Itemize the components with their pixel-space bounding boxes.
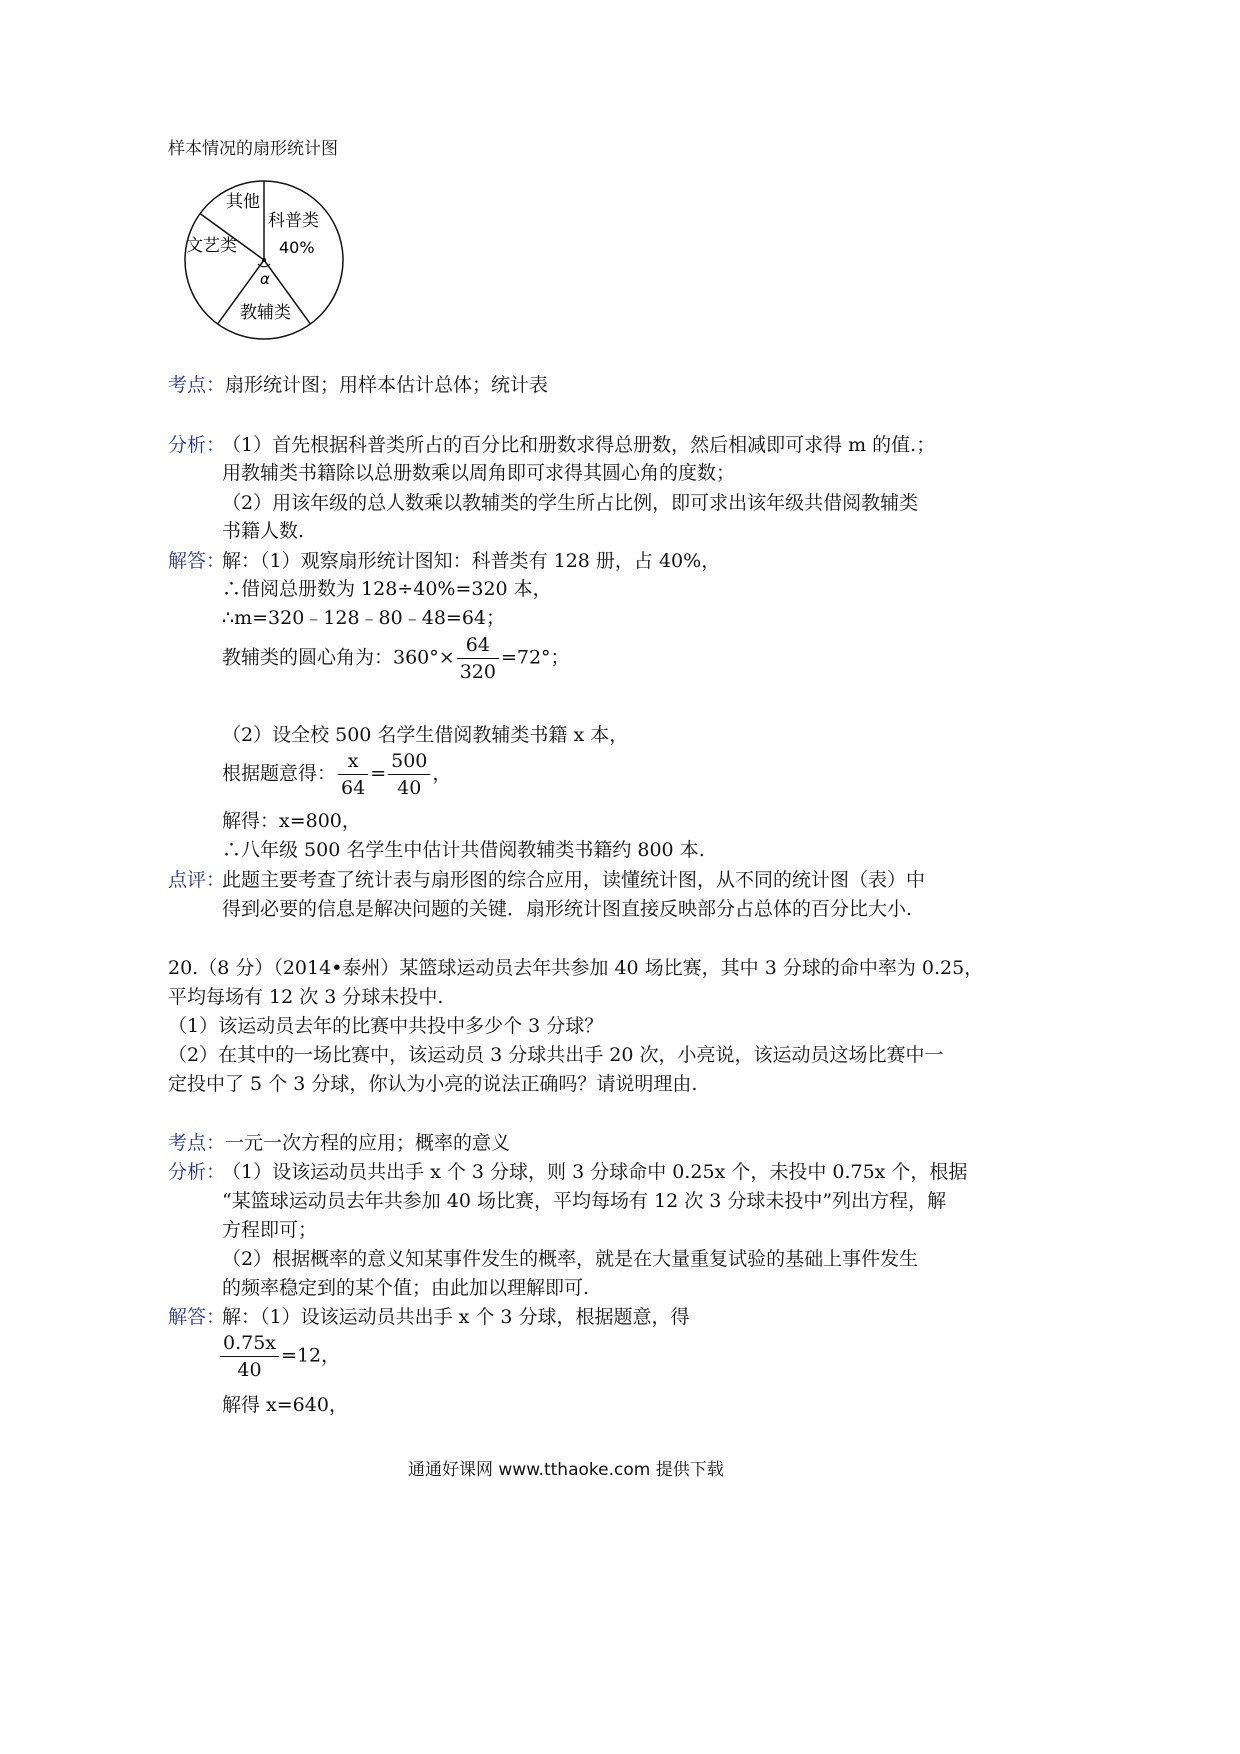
- q20-line: （2）在其中的一场比赛中，该运动员 3 分球共出手 20 次，小亮说，该运动员这场比赛中一: [168, 1044, 944, 1066]
- q19-dianping-line: 此题主要考查了统计表与扇形图的综合应用，读懂统计图，从不同的统计图（表）中: [222, 869, 926, 891]
- q19-kaodian-label: 考点：: [168, 374, 226, 396]
- q19-fenxi-line: （1）首先根据科普类所占的百分比和册数求得总册数，然后相减即可求得 m 的值.；: [222, 434, 936, 456]
- q20-fenxi-line: （2）根据概率的意义知某事件发生的概率，就是在大量重复试验的基础上事件发生: [222, 1248, 919, 1270]
- q19-dianping-line: 得到必要的信息是解决问题的关键．扇形统计图直接反映部分占总体的百分比大小.: [222, 898, 913, 920]
- q19-fenxi-label: 分析：: [168, 434, 226, 456]
- q19-fenxi-line: 书籍人数.: [222, 520, 305, 542]
- q19-fenxi-line: 用教辅类书籍除以总册数乘以周角即可求得其圆心角的度数；: [222, 462, 736, 484]
- q20-fraction: [220, 1330, 279, 1383]
- q19-angle-formula: [222, 632, 570, 685]
- angle-fraction: [457, 632, 499, 685]
- q20-kaodian-label: 考点：: [168, 1132, 226, 1154]
- q20-line: （1）该运动员去年的比赛中共投中多少个 3 分球？: [168, 1015, 604, 1037]
- chart-title: 样本情况的扇形统计图: [168, 139, 338, 159]
- pie-angle-alpha: α: [260, 270, 270, 288]
- q20-line: 20.（8 分）（2014•泰州）某篮球运动员去年共参加 40 场比赛，其中 3 分球的命中率为 0.25，: [168, 957, 984, 979]
- q20-kaodian-text: 一元一次方程的应用；概率的意义: [225, 1132, 511, 1154]
- angle-denominator: 320: [459, 661, 496, 683]
- eq-den-right: 40: [397, 777, 422, 799]
- q19-jieda-line: 解：（1）观察扇形统计图知：科普类有 128 册，占 40%，: [222, 550, 721, 572]
- q19-dianping-label: 点评：: [168, 869, 226, 891]
- eq-num-left: x: [338, 748, 368, 775]
- pie-label-other: 其他: [226, 192, 260, 212]
- eq-den-left: 64: [341, 777, 366, 799]
- q20-eq-suffix: =12，: [281, 1344, 341, 1367]
- q20-line: 平均每场有 12 次 3 分球未投中.: [168, 986, 444, 1008]
- q20-solve: 解得 x=640，: [222, 1394, 348, 1416]
- q20-fenxi-line: （1）设该运动员共出手 x 个 3 分球，则 3 分球命中 0.25x 个，未投中 0.75x 个，根据: [222, 1161, 968, 1183]
- pie-label-science: 科普类: [268, 211, 319, 231]
- pie-center-dot: [262, 258, 266, 262]
- q20-kaodian: [168, 1128, 510, 1155]
- eq-prefix: 根据题意得：: [222, 762, 337, 785]
- pie-label-arts: 文艺类: [186, 236, 237, 256]
- q19-solve: 解得：x=800，: [222, 810, 361, 832]
- eq-suffix: ，: [432, 762, 452, 785]
- pie-label-tutoring: 教辅类: [240, 303, 291, 323]
- q20-fenxi-line: 方程即可；: [222, 1219, 318, 1241]
- q19-kaodian-text: 扇形统计图；用样本估计总体；统计表: [225, 374, 549, 396]
- pie-chart: [180, 176, 350, 346]
- footer-source: 通通好课网 www.tthaoke.com 提供下载: [408, 1460, 724, 1480]
- eq-fraction-left: [338, 748, 368, 801]
- q19-kaodian: [168, 370, 548, 397]
- q20-jieda-line: 解：（1）设该运动员共出手 x 个 3 分球，根据题意，得: [222, 1306, 690, 1328]
- q19-part2-intro: （2）设全校 500 名学生借阅教辅类书籍 x 本，: [222, 724, 629, 746]
- eq-num-right: 500: [388, 748, 430, 775]
- q19-jieda-line: ∴借阅总册数为 128÷40%=320 本，: [222, 578, 552, 600]
- q20-fenxi-line: 的频率稳定到的某个值；由此加以理解即可.: [222, 1277, 590, 1299]
- angle-numerator: 64: [457, 632, 499, 659]
- q19-jieda-line: ∴m=320﹣128﹣80﹣48=64；: [222, 607, 506, 629]
- q19-fenxi-line: （2）用该年级的总人数乘以教辅类的学生所占比例，即可求出该年级共借阅教辅类: [222, 492, 919, 514]
- q19-jieda-label: 解答：: [168, 550, 226, 572]
- angle-prefix: 教辅类的圆心角为：360°×: [222, 646, 455, 669]
- q20-eq-den: 40: [237, 1359, 262, 1381]
- q20-fenxi-line: “某篮球运动员去年共参加 40 场比赛，平均每场有 12 次 3 分球未投中”列出方程，解: [222, 1190, 947, 1212]
- angle-suffix: =72°；: [500, 646, 570, 669]
- eq-equals: =: [370, 762, 387, 785]
- q20-eq-num: 0.75x: [220, 1330, 279, 1357]
- q20-jieda-label: 解答：: [168, 1306, 226, 1328]
- q19-equation: [222, 748, 451, 801]
- pie-value-science: 40%: [279, 238, 315, 257]
- eq-fraction-right: [388, 748, 430, 801]
- q20-fenxi-label: 分析：: [168, 1161, 226, 1183]
- q19-conclusion: ∴八年级 500 名学生中估计共借阅教辅类书籍约 800 本.: [222, 839, 705, 861]
- q20-equation: [218, 1330, 340, 1383]
- q20-line: 定投中了 5 个 3 分球，你认为小亮的说法正确吗？请说明理由.: [168, 1073, 698, 1095]
